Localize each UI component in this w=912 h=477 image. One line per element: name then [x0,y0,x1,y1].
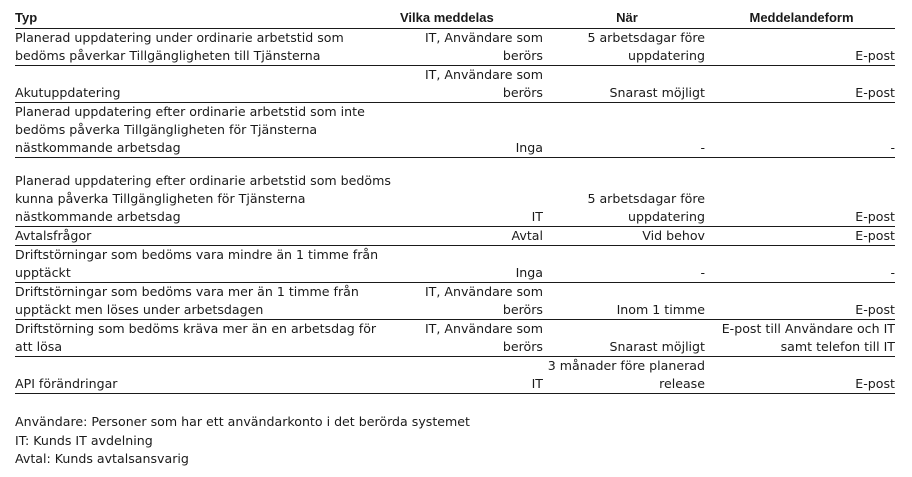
cell-vilka: IT, Användare som berörs [400,283,546,320]
cell-form: - [708,103,895,158]
cell-nar: 3 månader före planerad release [546,357,708,394]
cell-nar: 5 arbetsdagar före uppdatering [546,158,708,227]
table-header-row [15,8,895,29]
cell-typ: Driftstörningar som bedöms vara mer än 1 timme från upptäckt men löses under arbetsdagen [15,283,400,320]
cell-form: - [708,246,895,283]
cell-typ: Planerad uppdatering efter ordinarie arbetstid som bedöms kunna påverka Tillgängligheten för Tjänsterna nästkommande arbetsdag [15,158,400,227]
cell-form: E-post [708,158,895,227]
cell-nar: Inom 1 timme [546,283,708,320]
table-row [15,158,895,227]
cell-vilka: IT [400,357,546,394]
legend [15,413,895,469]
table-row [15,29,895,66]
legend-item-avtal: Avtal: Kunds avtalsansvarig [15,451,189,466]
header-vilka-meddelas: Vilka meddelas [400,8,546,29]
cell-form: E-post till Användare och IT samt telefon till IT [708,320,895,357]
cell-form: E-post [708,29,895,66]
table-row [15,66,895,103]
cell-vilka: Inga [400,103,546,158]
header-typ: Typ [15,8,400,29]
cell-typ: Avtalsfrågor [15,227,400,246]
cell-typ: Driftstörning som bedöms kräva mer än en arbetsdag för att lösa [15,320,400,357]
cell-vilka: IT [400,158,546,227]
cell-form: E-post [708,357,895,394]
cell-typ: Planerad uppdatering efter ordinarie arbetstid som inte bedöms påverka Tillgängligheten för Tjänsterna nästkommande arbetsdag [15,103,400,158]
header-meddelandeform: Meddelandeform [708,8,895,29]
cell-vilka: IT, Användare som berörs [400,29,546,66]
cell-nar: Vid behov [546,227,708,246]
cell-vilka: Avtal [400,227,546,246]
cell-form: E-post [708,283,895,320]
cell-nar: - [546,103,708,158]
notification-table [15,8,895,394]
cell-typ: Driftstörningar som bedöms vara mindre än 1 timme från upptäckt [15,246,400,283]
cell-form: E-post [708,66,895,103]
cell-typ: API förändringar [15,357,400,394]
cell-typ: Planerad uppdatering under ordinarie arbetstid som bedöms påverkar Tillgängligheten till Tjänsterna [15,29,400,66]
cell-form: E-post [708,227,895,246]
table-row [15,320,895,357]
cell-nar: 5 arbetsdagar före uppdatering [546,29,708,66]
table-row [15,103,895,158]
cell-vilka: IT, Användare som berörs [400,320,546,357]
table-row [15,227,895,246]
cell-nar: - [546,246,708,283]
cell-typ: Akutuppdatering [15,66,400,103]
notification-document [15,8,895,469]
table-row [15,357,895,394]
legend-item-it: IT: Kunds IT avdelning [15,432,153,448]
cell-vilka: IT, Användare som berörs [400,66,546,103]
table-row [15,283,895,320]
header-nar: När [546,8,708,29]
cell-vilka: Inga [400,246,546,283]
legend-item-anvandare: Användare: Personer som har ett användarkonto i det berörda systemet [15,414,470,429]
cell-nar: Snarast möjligt [546,66,708,103]
table-row [15,246,895,283]
cell-nar: Snarast möjligt [546,320,708,357]
